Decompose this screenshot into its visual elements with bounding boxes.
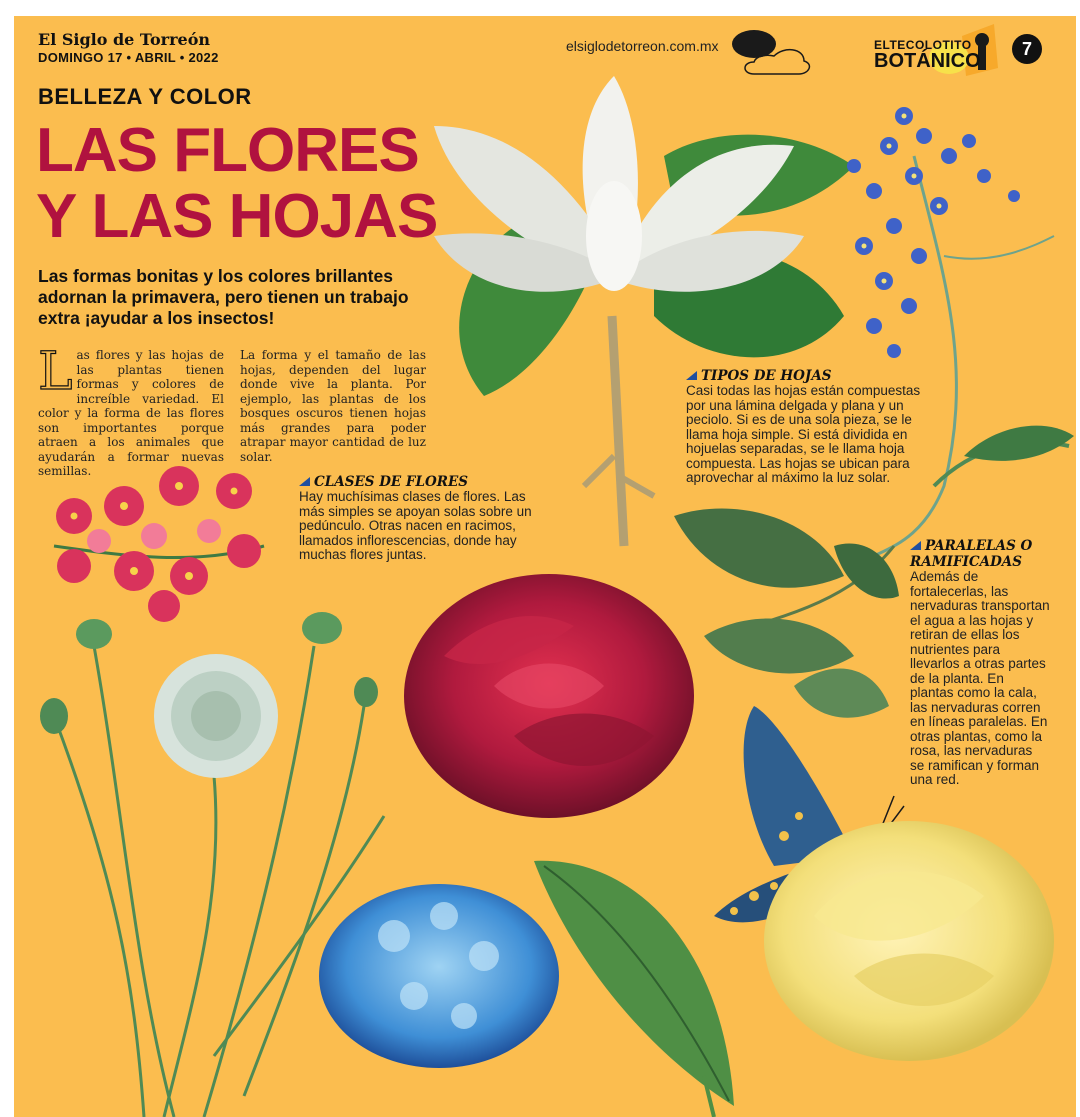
cloud-owl-icon xyxy=(732,30,809,74)
yellow-rose-illustration xyxy=(764,821,1054,1061)
headline-line-2: Y LAS HOJAS xyxy=(36,182,438,251)
magazine-page xyxy=(14,16,1076,1117)
article-kicker: BELLEZA Y COLOR xyxy=(38,84,252,109)
article-headline xyxy=(36,118,456,250)
forget-me-not-illustration xyxy=(847,107,1074,556)
section-flower-types xyxy=(299,474,554,563)
website-link[interactable]: elsiglodetorreon.com.mx xyxy=(566,38,719,54)
section-title: TIPOS DE HOJAS xyxy=(686,368,931,384)
page-number-badge: 7 xyxy=(1012,34,1042,64)
headline-line-1: LAS FLORES xyxy=(36,116,419,185)
blue-hydrangea-illustration xyxy=(319,884,559,1068)
section-title: CLASES DE FLORES xyxy=(299,474,554,490)
drop-cap: L xyxy=(38,342,73,402)
newspaper-name: El Siglo de Torreón xyxy=(38,30,211,49)
body-column-2: La forma y el tamaño de las hojas, dependen del lugar donde vive la planta. Por ejemplo, las plantas de los bosques oscuros tienen hojas más grandes para poder atrapar mayor cantidad de luz solar. xyxy=(240,348,426,464)
section-brand-bottom: BOTÁNICO xyxy=(874,50,981,72)
body-column-1 xyxy=(38,342,224,479)
section-brand-top: ELTECOLOTITO xyxy=(874,38,972,52)
section-title: PARALELAS O RAMIFICADAS xyxy=(910,538,1050,570)
white-scabiosa-illustration xyxy=(40,612,384,1117)
leaf-branch-illustration xyxy=(674,509,899,718)
section-veins xyxy=(910,538,1050,788)
green-leaf-illustration xyxy=(534,861,734,1117)
red-peony-illustration xyxy=(404,574,694,818)
section-leaf-types xyxy=(686,368,931,486)
article-deck: Las formas bonitas y los colores brillantes adornan la primavera, pero tienen un trabajo extra ¡ayudar a los insectos! xyxy=(38,266,409,328)
publication-date: DOMINGO 17 • ABRIL • 2022 xyxy=(38,50,219,65)
section-text: Hay muchísimas clases de flores. Las más simples se apoyan solas sobre un pedúnculo. Otras nacen en racimos, llamados inflorescencias, donde hay muchas flores juntas. xyxy=(299,489,532,562)
section-text: Además de fortalecerlas, las nervaduras transportan el agua a las hojas y retiran de ellas los nutrientes para llevarlos a otras partes de la planta. En plantas como la cala, las nervaduras corren en líneas paralelas. En otras plantas, como la rosa, las nervaduras se ramifican y forman una red. xyxy=(910,569,1050,787)
body-column-1-text: as flores y las hojas de las plantas tienen formas y colores de increíble variedad. El color y la forma de las flores son importantes porque atraen a los animales que ayudarán a formar nuevas semillas. xyxy=(38,348,224,478)
section-text: Casi todas las hojas están compuestas por una lámina delgada y plana y un peciolo. Si es de una sola pieza, se le llama hoja simple. Si está dividida en hojuelas separadas, se le llama hoja compuesta. Las hojas se ubican para aprovechar al máximo la luz solar. xyxy=(686,383,921,485)
pink-flower-cluster-illustration xyxy=(54,466,264,622)
